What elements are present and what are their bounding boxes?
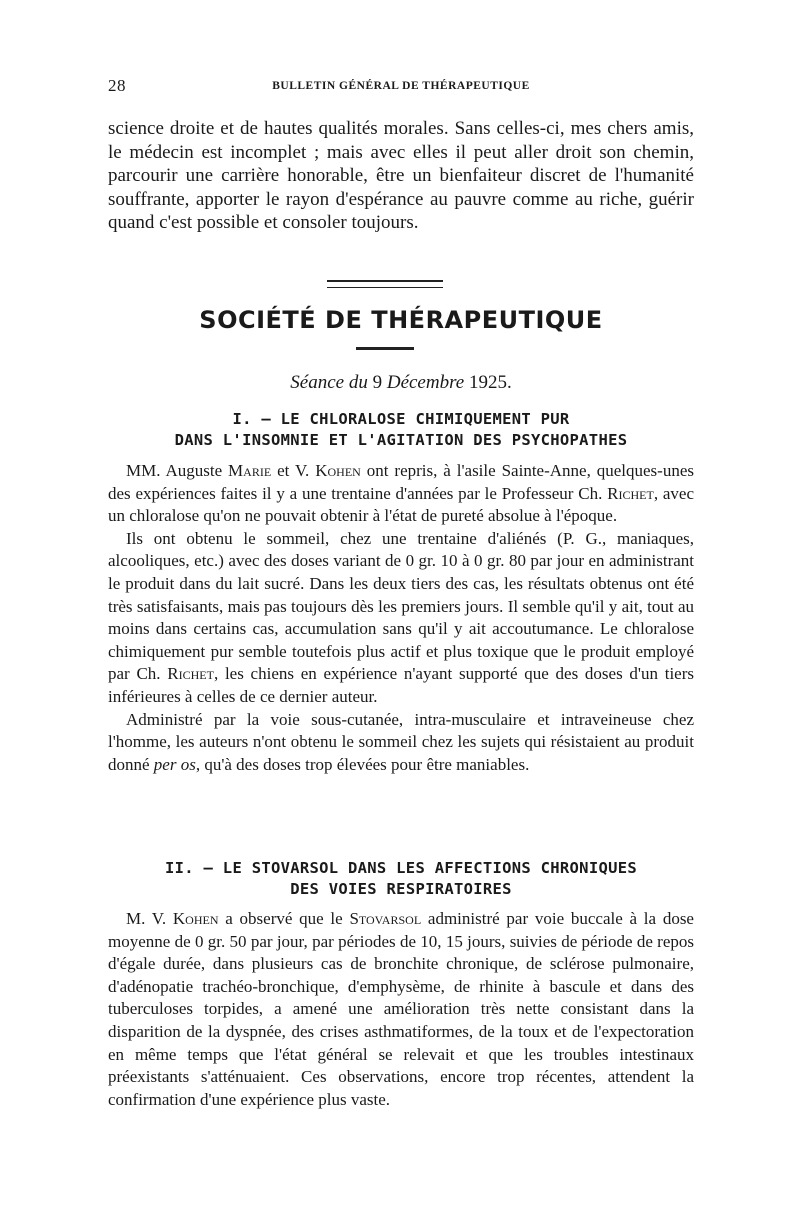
session-day: 9 — [372, 372, 383, 393]
section-1-heading-line-1: I. — LE CHLORALOSE CHIMIQUEMENT PUR — [232, 410, 570, 428]
text-run: ont repris, à l'asile Sainte-Anne, quelques-unes des expériences faites il y a une trentaine d'années par le Professeur Ch. — [108, 461, 694, 503]
section-1-heading-line-2: DANS L'INSOMNIE ET L'AGITATION DES PSYCHOPATHES — [174, 431, 628, 449]
opening-paragraph-block — [108, 117, 694, 235]
author-name-richet: Richet — [607, 483, 654, 503]
section-2-heading-line-2: DES VOIES RESPIRATOIRES — [290, 880, 512, 898]
session-date — [108, 372, 694, 394]
double-rule-divider — [327, 280, 443, 288]
section-1-heading — [108, 409, 694, 451]
author-name-kohen: Kohen — [172, 909, 219, 928]
latin-term: per os — [153, 754, 196, 774]
text-run: administré par voie buccale à la dose moyenne de 0 gr. 50 par jour, par périodes de 10, 15 jours, suivies de période de repos d'égale durée, dans plusieurs cas de bronchite chronique, de sclérose pulmonaire, d'adénopatie trachéo-bronchique, d'emphysème, de rhinite à bascule et dans des tuberculoses torpides, a amené une amélioration très nette consistant dans la disparition de la dyspnée, des crises asthmatiformes, de la toux et de l'expectoration en même temps que l'état général se relevait et que les troubles intestinaux préexistants s'atténuaient. Ces observations, encore trop récentes, attendent la confirmation d'une expérience plus vaste. — [108, 909, 694, 1109]
text-run: , avec un chloralose qu'on ne pouvait obtenir à l'état de pureté absolue à l'époque. — [108, 483, 694, 526]
text-run: Ils ont obtenu le sommeil, chez une trentaine d'aliénés (P. G., maniaques, alcooliques, etc.) avec des doses variant de 0 gr. 10 à 0 gr. 80 par jour en administrant le produit dans du lait sucré. Dans les deux tiers des cas, les résultats obtenus ont été très satisfaisants, mais pas toujours dès les premiers jours. Il semble qu'il y ait, tout au moins dans certains cas, accumulation sans qu'il y ait accoutumance. Le chloralose chimiquement pur semble toutefois plus actif et plus toxique que le produit employé par Ch. — [108, 528, 694, 684]
text-run: a observé que le — [218, 909, 350, 928]
section-2-heading-line-1: II. — LE STOVARSOL DANS LES AFFECTIONS CHRONIQUES — [165, 859, 637, 877]
text-run: Administré par la voie sous-cutanée, intra-musculaire et intraveineuse chez l'homme, les auteurs n'ont obtenu le sommeil chez les sujets qui résistaient au produit donné — [108, 709, 694, 774]
text-run: MM. Auguste — [126, 461, 229, 480]
title-underline-rule — [356, 347, 414, 350]
section-2-heading — [108, 858, 694, 900]
journal-title: BULLETIN GÉNÉRAL DE THÉRAPEUTIQUE — [272, 80, 530, 92]
section-2-paragraph-1 — [108, 908, 694, 1111]
text-run: et V. — [271, 461, 316, 480]
running-head — [108, 76, 694, 100]
section-1-paragraph-2 — [108, 528, 694, 709]
text-run: , qu'à des doses trop élevées pour être maniables. — [195, 754, 530, 774]
text-run: M. V. — [126, 909, 173, 928]
session-month: Décembre — [386, 372, 465, 393]
author-name-marie: Marie — [228, 461, 272, 480]
opening-paragraph: science droite et de hautes qualités morales. Sans celles-ci, mes chers amis, le médecin est incomplet ; mais avec elles il peut aller droit son chemin, parcourir une carrière honorable, être un bienfaiteur discret de l'humanité souffrante, apporter le rayon d'espérance au pauvre comme au riche, guérir quand c'est possible et consoler toujours. — [108, 118, 694, 233]
text-run: , les chiens en expérience n'ayant supporté que des doses d'un tiers inférieures à celles de ce dernier auteur. — [108, 664, 695, 706]
page-number: 28 — [108, 76, 126, 95]
section-1-paragraph-3 — [108, 709, 694, 777]
author-name-richet: Richet — [167, 664, 214, 684]
section-1-body — [108, 460, 694, 776]
section-1-paragraph-1 — [108, 460, 694, 528]
section-2-body — [108, 908, 694, 1111]
session-year: 1925. — [468, 372, 512, 393]
session-prefix: Séance du — [290, 372, 368, 393]
society-title: SOCIÉTÉ DE THÉRAPEUTIQUE — [199, 306, 603, 334]
drug-name-stovarsol: Stovarsol — [349, 909, 422, 928]
author-name-kohen: Kohen — [315, 461, 361, 480]
